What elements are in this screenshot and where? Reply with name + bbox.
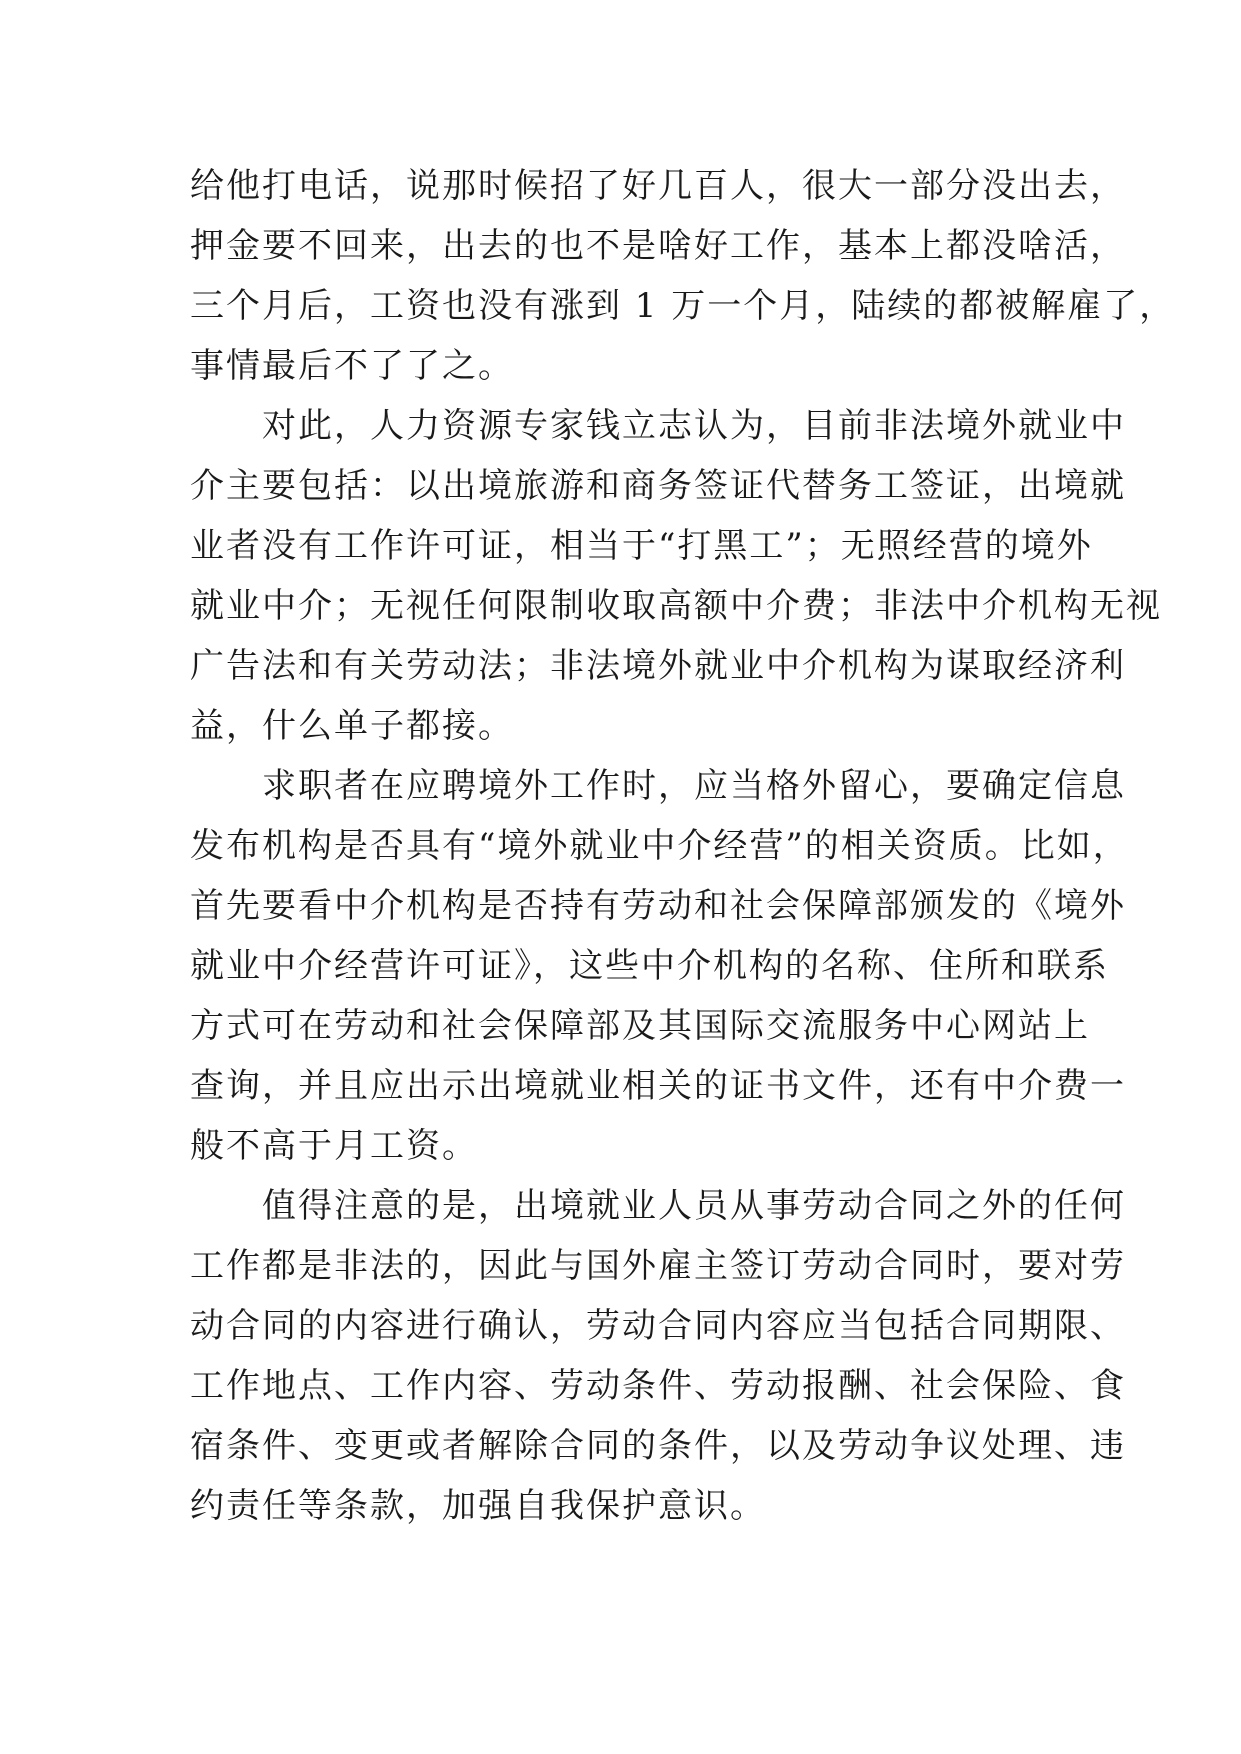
text-line: 对此，人力资源专家钱立志认为，目前非法境外就业中 [190, 406, 1126, 446]
paragraph-4 [190, 1176, 1126, 1536]
text-line: 押金要不回来，出去的也不是啥好工作，基本上都没啥活， [190, 226, 1126, 266]
text-line: 就业中介经营许可证》，这些中介机构的名称、住所和联系 [190, 946, 1109, 986]
text-line: 值得注意的是，出境就业人员从事劳动合同之外的任何 [190, 1186, 1126, 1226]
paragraph-3 [190, 756, 1129, 1176]
text-line: 查询，并且应出示出境就业相关的证书文件，还有中介费一 [190, 1066, 1126, 1106]
text-line: 宿条件、变更或者解除合同的条件，以及劳动争议处理、违 [190, 1426, 1126, 1466]
body-text [190, 156, 1176, 1536]
text-line: 求职者在应聘境外工作时，应当格外留心，要确定信息 [190, 766, 1126, 806]
text-line: 约责任等条款，加强自我保护意识。 [190, 1486, 766, 1526]
text-line: 三个月后，工资也没有涨到 1 万一个月，陆续的都被解雇了， [190, 286, 1176, 326]
text-line: 般不高于月工资。 [190, 1126, 478, 1166]
text-line: 首先要看中介机构是否持有劳动和社会保障部颁发的《境外 [190, 886, 1126, 926]
text-line: 事情最后不了了之。 [190, 346, 514, 386]
text-line: 工作都是非法的，因此与国外雇主签订劳动合同时，要对劳 [190, 1246, 1126, 1286]
text-line: 介主要包括：以出境旅游和商务签证代替务工签证，出境就 [190, 466, 1126, 506]
text-line: 益，什么单子都接。 [190, 706, 514, 746]
text-line: 就业中介；无视任何限制收取高额中介费；非法中介机构无视 [190, 586, 1162, 626]
paragraph-1 [190, 156, 1176, 396]
text-line: 广告法和有关劳动法；非法境外就业中介机构为谋取经济利 [190, 646, 1126, 686]
paragraph-2 [190, 396, 1162, 756]
text-line: 工作地点、工作内容、劳动条件、劳动报酬、社会保险、食 [190, 1366, 1126, 1406]
text-line: 动合同的内容进行确认，劳动合同内容应当包括合同期限、 [190, 1306, 1126, 1346]
text-line: 业者没有工作许可证，相当于“打黑工”；无照经营的境外 [190, 526, 1093, 566]
text-line: 方式可在劳动和社会保障部及其国际交流服务中心网站上 [190, 1006, 1090, 1046]
text-line: 发布机构是否具有“境外就业中介经营”的相关资质。比如， [190, 826, 1129, 866]
text-line: 给他打电话，说那时候招了好几百人，很大一部分没出去， [190, 166, 1126, 206]
